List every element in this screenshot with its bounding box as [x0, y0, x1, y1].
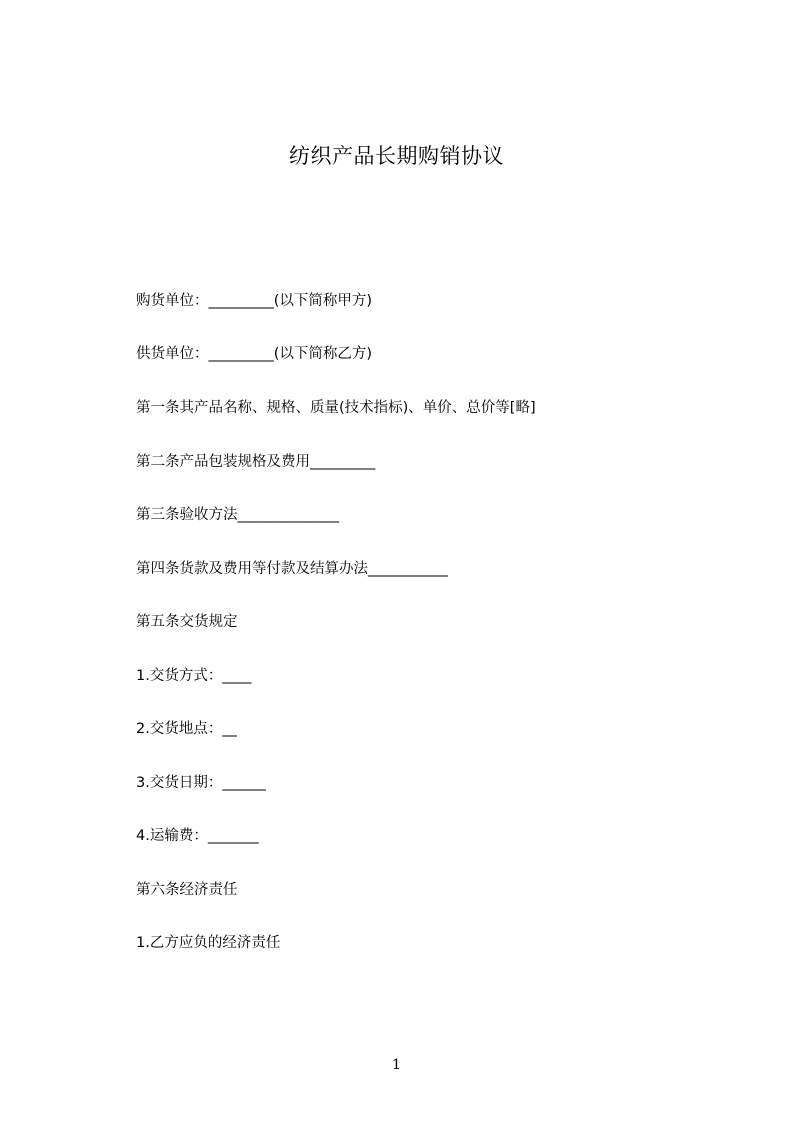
transport-fee-line: 4.运输费：_______: [136, 828, 259, 844]
buyer-line: 购货单位：_________(以下简称甲方): [136, 293, 373, 309]
document-title: 纺织产品长期购销协议: [289, 144, 504, 168]
delivery-method-line: 1.交货方式：____: [136, 668, 252, 684]
delivery-date-line: 3.交货日期：______: [136, 775, 266, 791]
supplier-liability-line: 1.乙方应负的经济责任: [136, 935, 281, 951]
article-4-line: 第四条货款及费用等付款及结算办法___________: [136, 561, 448, 577]
delivery-location-line: 2.交货地点：__: [136, 721, 237, 737]
article-2-line: 第二条产品包装规格及费用_________: [136, 454, 376, 470]
article-1-line: 第一条其产品名称、规格、质量(技术指标)、单价、总价等[略]: [136, 400, 536, 416]
article-6-line: 第六条经济责任: [136, 882, 238, 898]
article-5-line: 第五条交货规定: [136, 614, 238, 630]
article-3-line: 第三条验收方法______________: [136, 507, 339, 523]
page-number: 1: [392, 1057, 401, 1073]
supplier-line: 供货单位：_________(以下简称乙方): [136, 346, 373, 362]
